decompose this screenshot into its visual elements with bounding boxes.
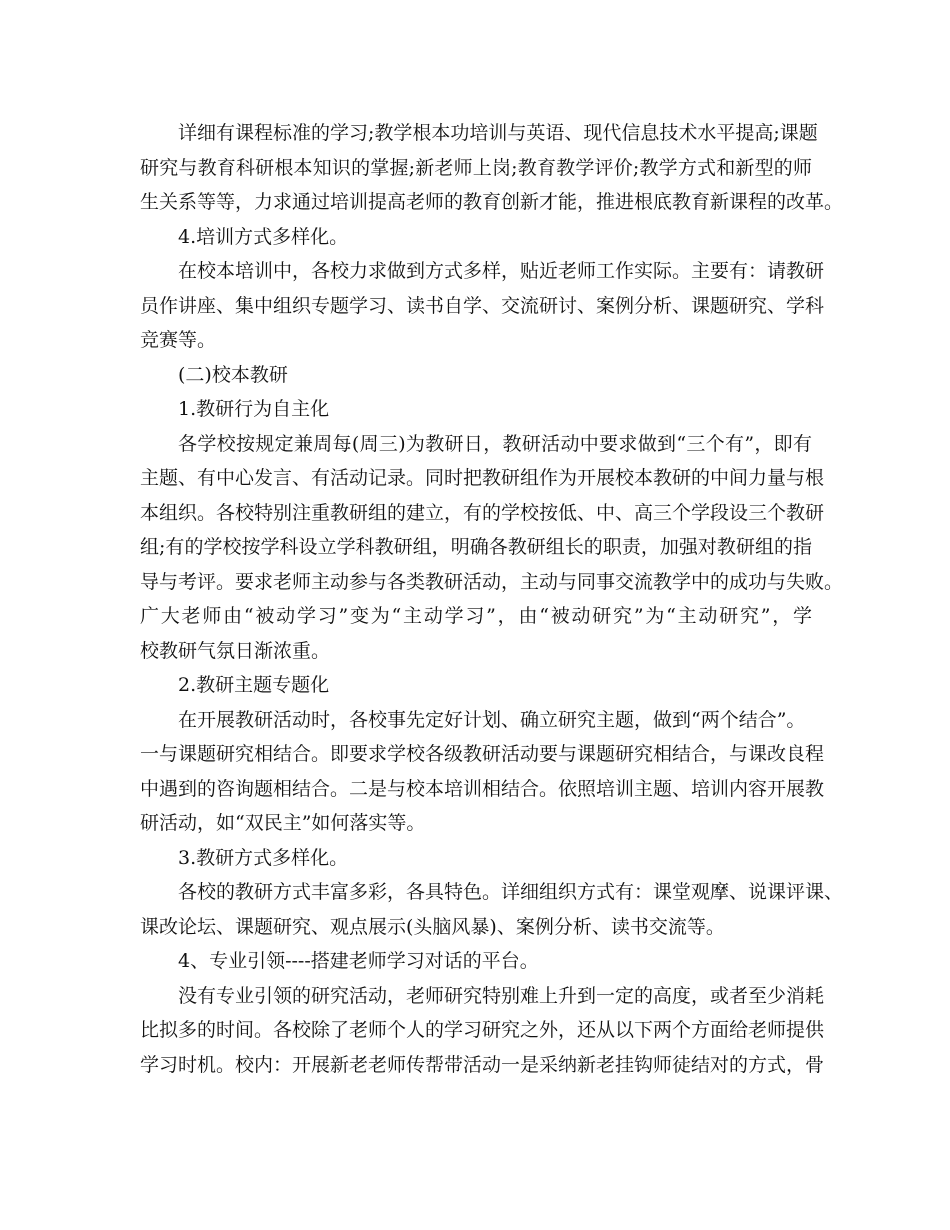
text-line: 学习时机。校内：开展新老老师传帮带活动一是采纳新老挂钩师徒结对的方式，骨 [140, 1053, 825, 1076]
text-line: 没有专业引领的研究活动，老师研究特别难上升到一定的高度，或者至少消耗 [178, 984, 825, 1007]
text-line: 3.教研方式多样化。 [178, 846, 349, 869]
text-line: 组;有的学校按学科设立学科教研组，明确各教研组长的职责，加强对教研组的指 [140, 536, 812, 558]
text-line: 本组织。各校特别注重教研组的建立，有的学校按低、中、高三个学段设三个教研 [140, 501, 825, 524]
text-line: 详细有课程标准的学习;教学根本功培训与英语、现代信息技术水平提高;课题 [178, 122, 818, 144]
text-line: 一与课题研究相结合。即要求学校各级教研活动要与课题研究相结合，与课改良程 [140, 743, 825, 765]
text-line: 在开展教研活动时，各校事先定好计划、确立研究主题，做到“两个结合”。 [178, 708, 806, 731]
text-line: 主题、有中心发言、有活动记录。同时把教研组作为开展校本教研的中间力量与根 [140, 467, 825, 489]
text-line: 比拟多的时间。各校除了老师个人的学习研究之外，还从以下两个方面给老师提供 [140, 1019, 825, 1041]
text-line: 课改论坛、课题研究、观点展示(头脑风暴)、案例分析、读书交流等。 [140, 915, 725, 938]
text-line: 各学校按规定兼周每(周三)为教研日，教研活动中要求做到“三个有”，即有 [178, 432, 812, 455]
document-page [140, 116, 844, 1082]
text-line: 校教研气氛日渐浓重。 [140, 639, 331, 662]
text-line: 各校的教研方式丰富多彩，各具特色。详细组织方式有：课堂观摩、说课评课、 [178, 881, 844, 903]
text-line: 员作讲座、集中组织专题学习、读书自学、交流研讨、案例分析、课题研究、学科 [140, 294, 825, 317]
text-line: 竞赛等。 [140, 329, 217, 351]
text-line: 研究与教育科研根本知识的掌握;新老师上岗;教育教学评价;教学方式和新型的师 [140, 156, 812, 179]
text-line: 在校本培训中，各校力求做到方式多样，贴近老师工作实际。主要有：请教研 [178, 260, 825, 282]
text-line: 4、专业引领----搭建老师学习对话的平台。 [178, 950, 539, 972]
text-line: 研活动，如“双民主”如何落实等。 [140, 812, 426, 834]
text-line: 1.教研行为自主化 [178, 398, 330, 420]
text-line: 2.教研主题专题化 [178, 674, 330, 696]
text-line: 中遇到的咨询题相结合。二是与校本培训相结合。依照培训主题、培训内容开展教 [140, 777, 825, 800]
text-line: 广大老师由“被动学习”变为“主动学习”，由“被动研究”为“主动研究”，学 [140, 605, 812, 627]
text-line: 导与考评。要求老师主动参与各类教研活动，主动与同事交流教学中的成功与失败。 [140, 570, 844, 593]
text-line: 4.培训方式多样化。 [178, 225, 349, 248]
text-line: (二)校本教研 [178, 363, 288, 386]
text-line: 生关系等等，力求通过培训提高老师的教育创新才能，推进根底教育新课程的改革。 [140, 191, 844, 213]
